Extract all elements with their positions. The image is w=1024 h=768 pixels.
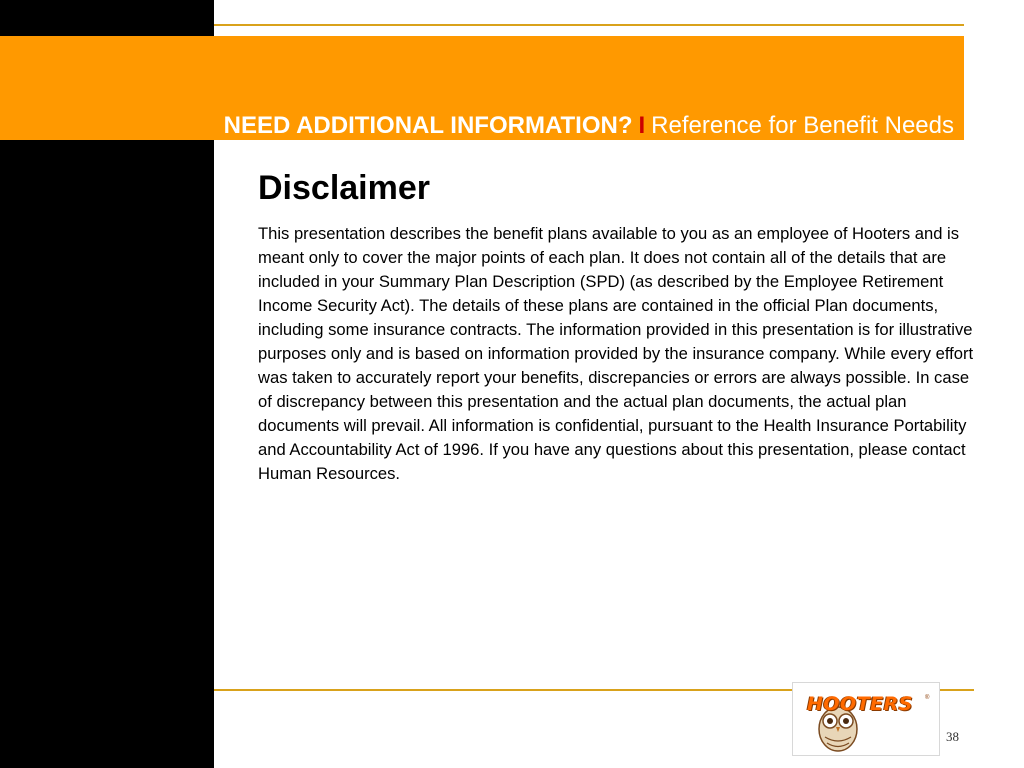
header-band bbox=[0, 36, 964, 140]
logo-wordmark: HOOTERS bbox=[807, 693, 913, 715]
hooters-logo bbox=[792, 682, 940, 756]
content-area bbox=[258, 168, 978, 486]
section-heading: Disclaimer bbox=[258, 169, 430, 207]
title-separator: I bbox=[638, 112, 646, 139]
registered-mark: ® bbox=[925, 695, 930, 701]
page-number: 38 bbox=[946, 729, 959, 744]
title-subtitle: Reference for Benefit Needs bbox=[651, 112, 954, 139]
top-divider bbox=[214, 24, 964, 26]
slide-title bbox=[224, 112, 954, 140]
disclaimer-text: This presentation describes the benefit plans available to you as an employee of Hooters and is meant only to cover the major points of each plan. It does not contain all of the details that are included in your Summary Plan Description (SPD) (as described by the Employee Retirement Income Security Act). The details of these plans are contained in the official Plan documents, including some insurance contracts. The information provided in this presentation is for illustrative purposes only and is based on information provided by the insurance company. While every effort was taken to accurately report your benefits, discrepancies or errors are always possible. In case of discrepancy between this presentation and the actual plan documents, the actual plan documents will prevail. All information is confidential, pursuant to the Health Insurance Portability and Accountability Act of 1996. If you have any questions about this presentation, please contact Human Resources. bbox=[258, 224, 974, 483]
title-main: NEED ADDITIONAL INFORMATION? bbox=[223, 112, 633, 139]
